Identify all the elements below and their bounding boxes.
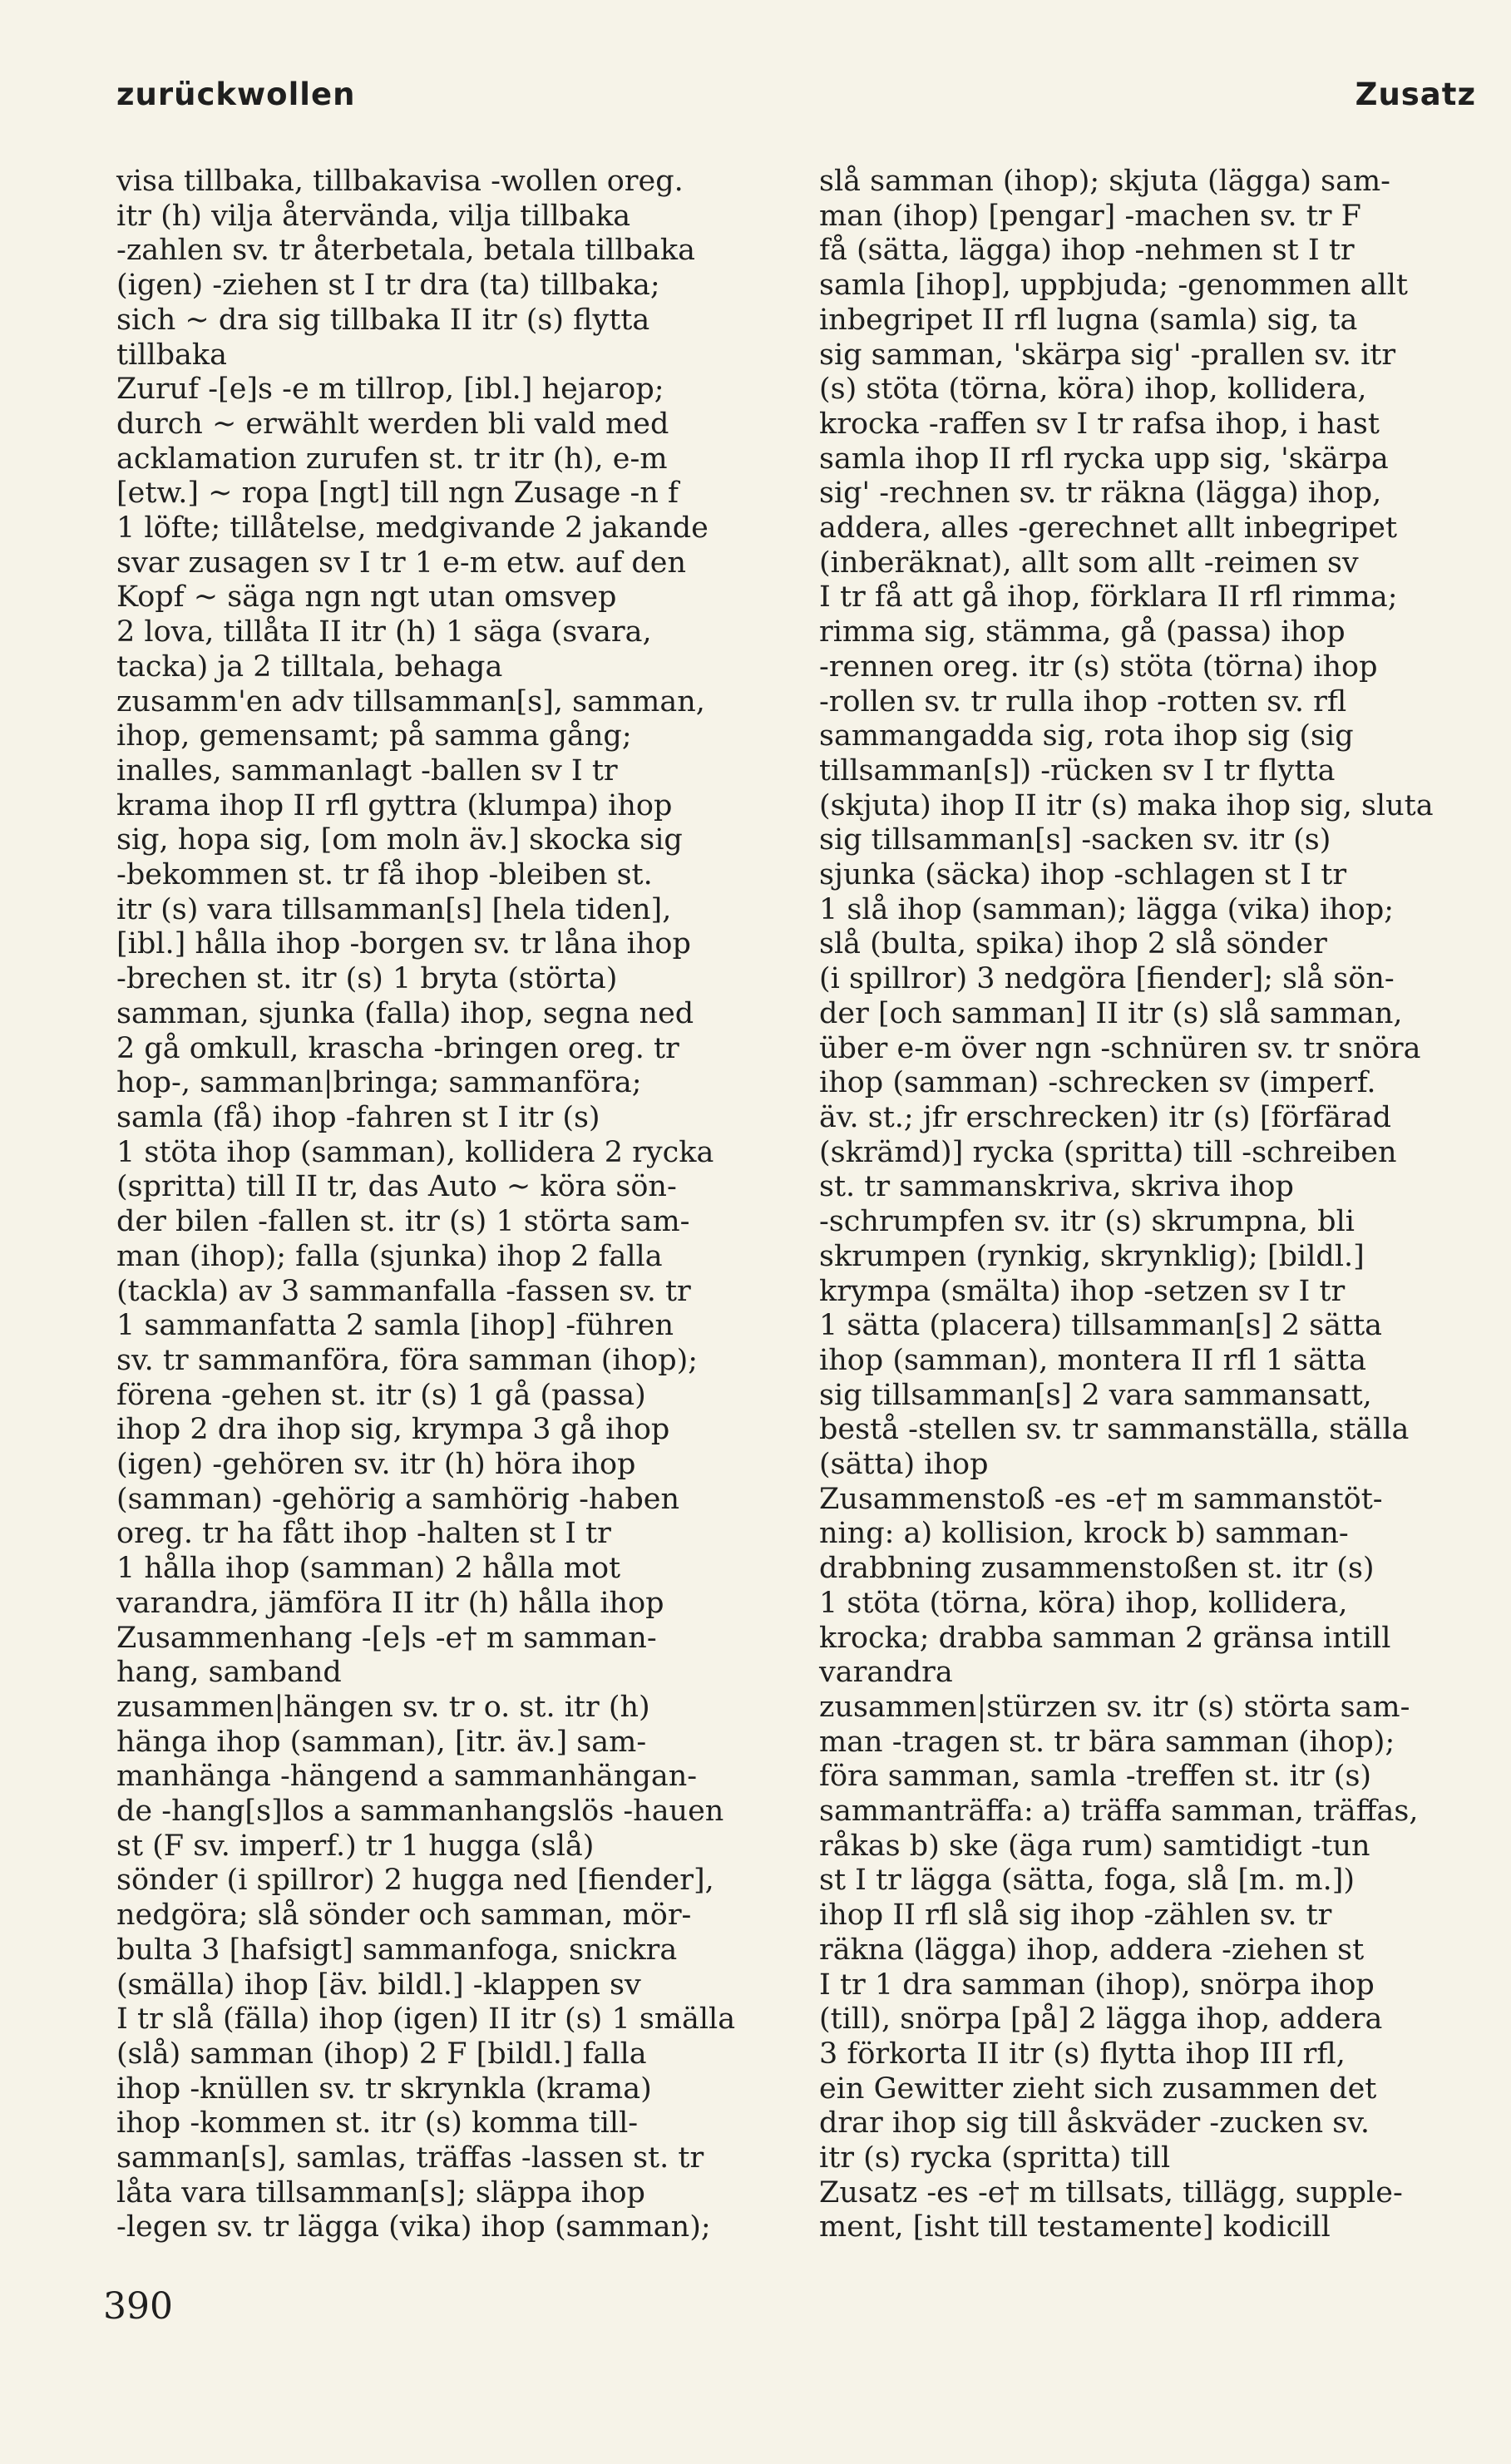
text-line: de -hang[s]los a sammanhangslös -hauen	[116, 1795, 724, 1829]
text-line: durch ~ erwählt werden bli vald med	[116, 407, 669, 441]
text-line: inalles, sammanlagt -ballen sv I tr	[116, 753, 618, 788]
text-line: Zuruf -[e]s -e m tillrop, [ibl.] hejarop;	[116, 373, 664, 407]
running-head-left: zurückwollen	[116, 77, 356, 112]
text-line: -rollen sv. tr rulla ihop -rotten sv. rfl	[819, 684, 1347, 718]
text-line: sjunka (säcka) ihop -schlagen st I tr	[819, 858, 1347, 892]
text-line: ihop (samman), montera II rfl 1 sätta	[819, 1343, 1367, 1377]
text-line: krympa (smälta) ihop -setzen sv I tr	[819, 1274, 1346, 1308]
text-line: zusammen|stürzen sv. itr (s) störta sam-	[819, 1690, 1410, 1724]
text-line: visa tillbaka, tillbakavisa -wollen oreg.	[116, 165, 684, 198]
text-line: 1 stöta ihop (samman), kollidera 2 rycka	[116, 1135, 714, 1169]
text-line: zusamm'en adv tillsamman[s], samman,	[116, 684, 705, 718]
text-line: krocka; drabba samman 2 gränsa intill	[819, 1621, 1391, 1655]
text-line: Zusammenhang -[e]s -e† m samman-	[116, 1621, 657, 1655]
text-line: (s) stöta (törna, köra) ihop, kollidera,	[819, 373, 1367, 407]
text-line: tacka) ja 2 tilltala, behaga	[116, 649, 503, 684]
text-line: Zusatz -es -e† m tillsats, tillägg, supple-	[819, 2175, 1403, 2210]
text-line: krocka -raffen sv I tr rafsa ihop, i hast	[819, 407, 1380, 441]
text-line: (inberäknat), allt som allt -reimen sv	[819, 546, 1359, 580]
text-line: der bilen -fallen st. itr (s) 1 störta sam-	[116, 1205, 690, 1239]
text-line: man -tragen st. tr bära samman (ihop);	[819, 1725, 1395, 1759]
text-line: ein Gewitter zieht sich zusammen det	[819, 2071, 1377, 2106]
text-line: oreg. tr ha fått ihop -halten st I tr	[116, 1517, 611, 1551]
text-line: samman, sjunka (falla) ihop, segna ned	[116, 996, 694, 1030]
text-line: 1 löfte; tillåtelse, medgivande 2 jakande	[116, 511, 709, 546]
text-line: varandra	[819, 1656, 953, 1690]
text-line: sig samman, 'skärpa sig' -prallen sv. itr	[819, 338, 1396, 372]
text-line: nedgöra; slå sönder och samman, mör-	[116, 1899, 692, 1933]
text-line: samla (få) ihop -fahren st I itr (s)	[116, 1100, 600, 1134]
text-line: 1 sätta (placera) tillsamman[s] 2 sätta	[819, 1309, 1383, 1343]
text-line: hop-, samman|bringa; sammanföra;	[116, 1066, 642, 1100]
text-line: addera, alles -gerechnet allt inbegripet	[819, 511, 1398, 546]
text-line: slå (bulta, spika) ihop 2 slå sönder	[819, 927, 1327, 961]
text-line: sig tillsamman[s] -sacken sv. itr (s)	[819, 823, 1331, 857]
text-line: itr (s) rycka (spritta) till	[819, 2141, 1171, 2175]
text-line: st (F sv. imperf.) tr 1 hugga (slå)	[116, 1829, 595, 1863]
text-line: -zahlen sv. tr återbetala, betala tillbaka	[116, 234, 695, 268]
text-line: -schrumpfen sv. itr (s) skrumpna, bli	[819, 1205, 1355, 1239]
text-line: acklamation zurufen st. tr itr (h), e-m	[116, 442, 668, 476]
text-line: sig' -rechnen sv. tr räkna (lägga) ihop,	[819, 477, 1382, 511]
running-head-right: Zusatz	[1355, 77, 1476, 112]
text-line: (till), snörpa [på] 2 lägga ihop, addera	[819, 2002, 1383, 2037]
text-line: få (sätta, lägga) ihop -nehmen st I tr	[819, 234, 1355, 268]
text-line: 2 gå omkull, krascha -bringen oreg. tr	[116, 1031, 679, 1065]
text-line: förena -gehen st. itr (s) 1 gå (passa)	[116, 1378, 646, 1412]
text-line: (spritta) till II tr, das Auto ~ köra sön-	[116, 1170, 677, 1204]
text-line: bestå -stellen sv. tr sammanställa, ställa	[819, 1413, 1410, 1447]
text-line: Zusammenstoß -es -e† m sammanstöt-	[819, 1482, 1383, 1516]
text-line: st. tr sammanskriva, skriva ihop	[819, 1170, 1294, 1204]
text-line: samla ihop II rfl rycka upp sig, 'skärpa	[819, 442, 1389, 476]
text-line: rimma sig, stämma, gå (passa) ihop	[819, 615, 1346, 649]
text-line: tillsamman[s]) -rücken sv I tr flytta	[819, 753, 1336, 788]
text-line: -brechen st. itr (s) 1 bryta (störta)	[116, 962, 618, 996]
text-line: -bekommen st. tr få ihop -bleiben st.	[116, 858, 653, 892]
text-line: skrumpen (rynkig, skrynklig); [bildl.]	[819, 1239, 1365, 1273]
text-line: hänga ihop (samman), [itr. äv.] sam-	[116, 1725, 647, 1759]
text-line: (i spillror) 3 nedgöra [fiender]; slå sön-	[819, 962, 1395, 996]
text-line: -rennen oreg. itr (s) stöta (törna) ihop	[819, 649, 1378, 684]
text-line: (igen) -ziehen st I tr dra (ta) tillbaka;	[116, 269, 660, 303]
text-line: inbegripet II rfl lugna (samla) sig, ta	[819, 303, 1358, 337]
text-line: äv. st.; jfr erschrecken) itr (s) [förfärad	[819, 1100, 1392, 1134]
text-line: samman[s], samlas, träffas -lassen st. tr	[116, 2141, 704, 2175]
text-line: samla [ihop], uppbjuda; -genommen allt	[819, 269, 1408, 303]
text-line: I tr få att gå ihop, förklara II rfl rimma;	[819, 580, 1398, 615]
text-line: (skrämd)] rycka (spritta) till -schreiben	[819, 1135, 1397, 1169]
text-line: låta vara tillsamman[s]; släppa ihop	[116, 2175, 645, 2210]
text-line: sammanträffa: a) träffa samman, träffas,	[819, 1795, 1419, 1829]
text-line: man (ihop); falla (sjunka) ihop 2 falla	[116, 1239, 663, 1273]
text-line: ihop, gemensamt; på samma gång;	[116, 719, 632, 753]
left-column	[116, 165, 765, 2245]
text-line: zusammen|hängen sv. tr o. st. itr (h)	[116, 1690, 650, 1724]
text-line: Kopf ~ säga ngn ngt utan omsvep	[116, 580, 617, 615]
text-line: [ibl.] hålla ihop -borgen sv. tr låna ihop	[116, 927, 691, 961]
text-line: ihop II rfl slå sig ihop -zählen sv. tr	[819, 1899, 1332, 1933]
text-line: man (ihop) [pengar] -machen sv. tr F	[819, 199, 1361, 233]
text-line: hang, samband	[116, 1656, 342, 1690]
text-line: 1 slå ihop (samman); lägga (vika) ihop;	[819, 892, 1395, 926]
text-line: sig, hopa sig, [om moln äv.] skocka sig	[116, 823, 683, 857]
text-line: über e-m över ngn -schnüren sv. tr snöra	[819, 1031, 1421, 1065]
text-line: 1 stöta (törna, köra) ihop, kollidera,	[819, 1586, 1348, 1620]
right-column	[819, 165, 1476, 2245]
text-line: itr (s) vara tillsamman[s] [hela tiden],	[116, 892, 672, 926]
text-line: 1 sammanfatta 2 samla [ihop] -führen	[116, 1309, 674, 1343]
text-line: (samman) -gehörig a samhörig -haben	[116, 1482, 680, 1516]
text-line: räkna (lägga) ihop, addera -ziehen st	[819, 1933, 1365, 1967]
text-line: 3 förkorta II itr (s) flytta ihop III rfl,	[819, 2037, 1346, 2071]
text-line: råkas b) ske (äga rum) samtidigt -tun	[819, 1829, 1370, 1863]
text-line: (smälla) ihop [äv. bildl.] -klappen sv	[116, 1968, 641, 2002]
text-line: föra samman, samla -treffen st. itr (s)	[819, 1760, 1372, 1794]
text-line: (igen) -gehören sv. itr (h) höra ihop	[116, 1448, 636, 1482]
text-line: 1 hålla ihop (samman) 2 hålla mot	[116, 1552, 621, 1586]
text-line: slå samman (ihop); skjuta (lägga) sam-	[819, 165, 1390, 198]
text-line: der [och samman] II itr (s) slå samman,	[819, 996, 1403, 1030]
text-line: ning: a) kollision, krock b) samman-	[819, 1517, 1349, 1551]
text-line: bulta 3 [hafsigt] sammanfoga, snickra	[116, 1933, 678, 1967]
text-line: tillbaka	[116, 338, 227, 372]
text-line: sig tillsamman[s] 2 vara sammansatt,	[819, 1378, 1372, 1412]
text-line: varandra, jämföra II itr (h) hålla ihop	[116, 1586, 664, 1620]
text-line: drar ihop sig till åskväder -zucken sv.	[819, 2106, 1370, 2141]
text-line: drabbning zusammenstoßen st. itr (s)	[819, 1552, 1375, 1586]
text-line: [etw.] ~ ropa [ngt] till ngn Zusage -n f	[116, 477, 679, 511]
text-line: ihop (samman) -schrecken sv (imperf.	[819, 1066, 1376, 1100]
text-line: (sätta) ihop	[819, 1448, 989, 1482]
page-number: 390	[103, 2285, 173, 2328]
text-line: svar zusagen sv I tr 1 e-m etw. auf den	[116, 546, 687, 580]
text-line: sich ~ dra sig tillbaka II itr (s) flytta	[116, 303, 650, 337]
text-line: 2 lova, tillåta II itr (h) 1 säga (svara,	[116, 615, 652, 649]
text-line: ihop -knüllen sv. tr skrynkla (krama)	[116, 2071, 652, 2106]
text-line: itr (h) vilja återvända, vilja tillbaka	[116, 199, 631, 233]
text-line: sönder (i spillror) 2 hugga ned [fiender],	[116, 1864, 714, 1898]
text-line: manhänga -hängend a sammanhängan-	[116, 1760, 698, 1794]
text-line: -legen sv. tr lägga (vika) ihop (samman);	[116, 2210, 711, 2244]
text-line: I tr 1 dra samman (ihop), snörpa ihop	[819, 1968, 1375, 2002]
text-line: I tr slå (fälla) ihop (igen) II itr (s) 1 smälla	[116, 2002, 736, 2037]
text-line: ihop 2 dra ihop sig, krympa 3 gå ihop	[116, 1413, 670, 1447]
text-line: ihop -kommen st. itr (s) komma till-	[116, 2106, 639, 2141]
text-line: sammangadda sig, rota ihop sig (sig	[819, 719, 1354, 753]
text-line: (skjuta) ihop II itr (s) maka ihop sig, sluta	[819, 788, 1434, 822]
text-line: krama ihop II rfl gyttra (klumpa) ihop	[116, 788, 673, 822]
text-line: st I tr lägga (sätta, foga, slå [m. m.])	[819, 1864, 1355, 1898]
text-line: (slå) samman (ihop) 2 F [bildl.] falla	[116, 2037, 647, 2071]
text-line: (tackla) av 3 sammanfalla -fassen sv. tr	[116, 1274, 691, 1308]
text-line: ment, [isht till testamente] kodicill	[819, 2210, 1331, 2244]
text-line: sv. tr sammanföra, föra samman (ihop);	[116, 1343, 699, 1377]
